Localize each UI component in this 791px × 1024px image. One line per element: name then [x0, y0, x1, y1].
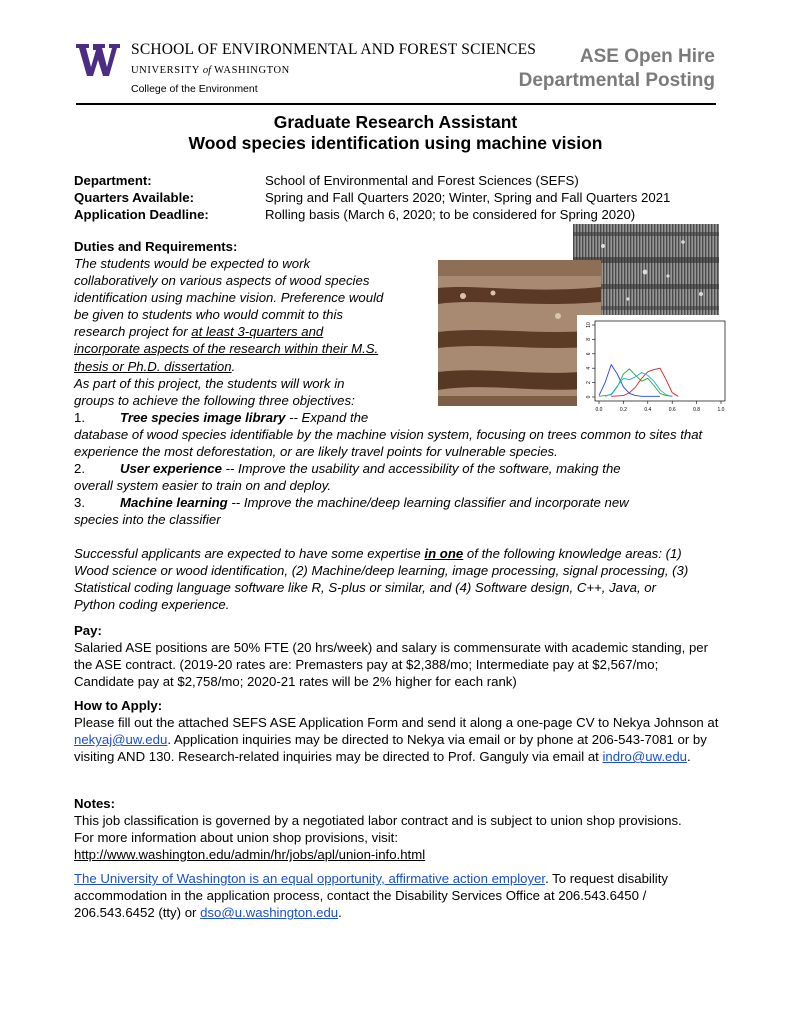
notes-text: This job classification is governed by a negotiated labor contract and is subject to union shop provisions. For more information about union shop provisions, visit: — [74, 813, 682, 846]
job-fields — [74, 172, 670, 223]
nekya-email-link[interactable]: nekyaj@uw.edu — [74, 732, 168, 748]
posting-type: ASE Open Hire — [579, 46, 715, 67]
x-tick-label: 0.0 — [595, 407, 603, 413]
college-name: College of the Environment — [131, 83, 258, 95]
university-name: UNIVERSITY of WASHINGTON — [131, 65, 290, 76]
duties-intro: The students would be expected to work collaboratively on various aspects of wood species identification using machine vision. Preference would be given to students who would commit to this research project for at least 3-quarters and incorporate aspects of the research within their M.S. thesis or Ph.D. dissertation. As part of this project, the students will work in groups to achieve the following three objectives: 1. Tree species image library -- Expand the — [74, 255, 434, 426]
field-quarters: Quarters Available: Spring and Fall Quarters 2020; Winter, Spring and Fall Quarters 2021 — [74, 190, 671, 205]
y-tick-label: 2 — [585, 381, 592, 384]
field-deadline: Application Deadline: Rolling basis (March 6, 2020; to be considered for Spring 2020) — [74, 207, 636, 222]
y-tick-label: 6 — [585, 352, 592, 356]
x-tick-label: 0.8 — [693, 407, 701, 413]
chart-plot-frame — [595, 321, 725, 401]
objectives-list: database of wood species identifiable by the machine vision system, focusing on trees common to sites that experience the most deforestation, or are likely travel points for vulnerable species. 2. User experience -- Improve the usability and accessibility of the software, making the overall system easier to train on and deploy. 3. Machine learning -- Improve the machine/deep learning classifier and incorporate new species into the classifier — [74, 426, 724, 529]
indro-email-link[interactable]: indro@uw.edu — [602, 749, 688, 765]
posting-subtitle: Departmental Posting — [518, 70, 715, 91]
expertise-paragraph: Successful applicants are expected to have some expertise in one of the following knowledge areas: (1) Wood science or wood identification, (2) Machine/deep learning, image processing, signal processing, (3) Statistical coding language software like R, S-plus or similar, and (4) Software design, C++, Java, or Python coding experience. — [74, 546, 689, 613]
x-tick-label: 1.0 — [717, 407, 725, 413]
uw-w-logo — [76, 40, 120, 80]
pay-text: Salaried ASE positions are 50% FTE (20 hrs/week) and salary is commensurate with academic standing, per the ASE contract. (2019-20 rates are: Premasters pay at $2,388/mo; Intermediate pay at $2,567/mo; Candidate pay at $2,758/mo; 2020-21 rates will be 2% higher for each rank) — [74, 640, 709, 690]
apply-heading: How to Apply: — [74, 698, 163, 713]
job-title: Graduate Research Assistant — [273, 112, 518, 132]
union-info-link[interactable]: http://www.washington.edu/admin/hr/jobs/apl/union-info.html — [74, 847, 426, 862]
header-divider — [76, 103, 716, 105]
duties-heading: Duties and Requirements: — [74, 239, 238, 254]
eoe-link[interactable]: The University of Washington is an equal opportunity, affirmative action employer — [74, 871, 546, 886]
commitment-requirement: at least 3-quarters and — [191, 324, 324, 340]
x-tick-label: 0.2 — [619, 407, 627, 413]
y-tick-label: 8 — [585, 338, 592, 341]
x-tick-label: 0.4 — [644, 407, 652, 413]
objective-1-rest: database of wood species identifiable by the machine vision system, focusing on trees common to sites that experience the most deforestation, or are likely travel points for vulnerable species. — [74, 427, 703, 460]
objective-1-name: Tree species image library — [120, 409, 286, 425]
field-department: Department: School of Environmental and Forest Sciences (SEFS) — [74, 173, 579, 188]
objective-2: 2. User experience -- Improve the usability and accessibility of the software, making the — [74, 461, 621, 477]
objective-3: 3. Machine learning -- Improve the machine/deep learning classifier and incorporate new — [74, 495, 629, 511]
notes-heading: Notes: — [74, 796, 116, 811]
school-name: SCHOOL OF ENVIRONMENTAL AND FOREST SCIENCES — [131, 41, 537, 58]
pay-heading: Pay: — [74, 623, 102, 638]
y-tick-label: 10 — [585, 322, 592, 328]
y-tick-label: 4 — [585, 366, 592, 370]
y-tick-label: 0 — [585, 395, 592, 399]
x-tick-label: 0.6 — [668, 407, 676, 413]
dso-email-link[interactable]: dso@u.washington.edu — [200, 905, 339, 921]
density-chart — [577, 315, 729, 417]
job-subtitle: Wood species identification using machine vision — [188, 133, 603, 153]
eoe-statement: The University of Washington is an equal opportunity, affirmative action employer. To request disability accommodation in the application process, contact the Disability Services Office at 206.543.6450 / 206.543.6452 (tty) or dso@u.washington.edu. — [74, 871, 668, 921]
apply-text: Please fill out the attached SEFS ASE Application Form and send it along a one-page CV to Nekya Johnson at nekyaj@uw.edu. Application inquiries may be directed to Nekya via email or by phone at 206-543-7081 or by visiting AND 130. Research-related inquiries may be directed to Prof. Ganguly via email at indro@uw.edu. — [74, 715, 719, 765]
objective-1-line: 1. Tree species image library -- Expand the — [74, 409, 369, 425]
